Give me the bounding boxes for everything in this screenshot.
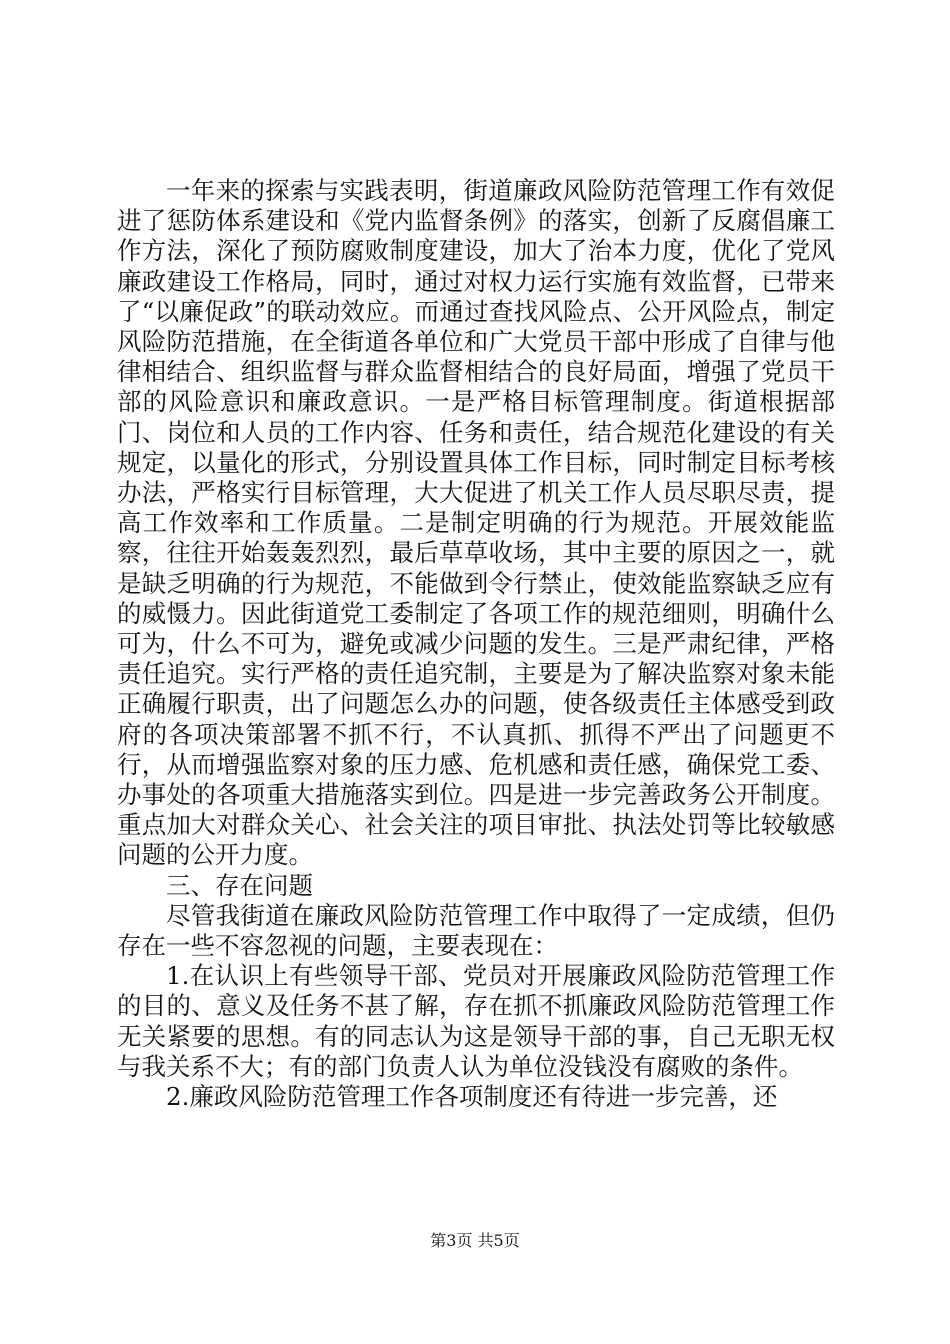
page-number-footer: 第3页 共5页 [430,1231,520,1250]
paragraph-problems-intro: 尽管我街道在廉政风险防范管理工作中取得了一定成绩，但仍存在一些不容忽视的问题，主要表现在： [117,900,835,961]
paragraph-summary: 一年来的探索与实践表明，街道廉政风险防范管理工作有效促进了惩防体系建设和《党内监督条例》的落实，创新了反腐倡廉工作方法，深化了预防腐败制度建设，加大了治本力度，优化了党风廉政建设工作格局，同时，通过对权力运行实施有效监督，已带来了“以廉促政”的联动效应。而通过查找风险点、公开风险点，制定风险防范措施，在全街道各单位和广大党员干部中形成了自律与他律相结合、组织监督与群众监督相结合的良好局面，增强了党员干部的风险意识和廉政意识。一是严格目标管理制度。街道根据部门、岗位和人员的工作内容、任务和责任，结合规范化建设的有关规定，以量化的形式，分别设置具体工作目标，同时制定目标考核办法，严格实行目标管理，大大促进了机关工作人员尽职尽责，提高工作效率和工作质量。二是制定明确的行为规范。开展效能监察，往往开始轰轰烈烈，最后草草收场，其中主要的原因之一，就是缺乏明确的行为规范，不能做到令行禁止，使效能监察缺乏应有的威慑力。因此街道党工委制定了各项工作的规范细则，明确什么可为，什么不可为，避免或减少问题的发生。三是严肃纪律，严格责任追究。实行严格的责任追究制，主要是为了解决监察对象未能正确履行职责，出了问题怎么办的问题，使各级责任主体感受到政府的各项决策部署不抓不行，不认真抓、抓得不严出了问题更不行，从而增强监察对象的压力感、危机感和责任感，确保党工委、办事处的各项重大措施落实到位。四是进一步完善政务公开制度。重点加大对群众关心、社会关注的项目审批、执法处罚等比较敏感问题的公开力度。 [117,176,835,870]
paragraph-problem-2: 2.廉政风险防范管理工作各项制度还有待进一步完善，还 [166,1082,778,1112]
section-heading-problems: 三、存在问题 [166,870,313,900]
paragraph-problem-1: 1.在认识上有些领导干部、党员对开展廉政风险防范管理工作的目的、意义及任务不甚了解，存在抓不抓廉政风险防范管理工作无关紧要的思想。有的同志认为这是领导干部的事，自己无职无权与我关系不大；有的部门负责人认为单位没钱没有腐败的条件。 [117,961,835,1081]
document-body [117,176,835,1112]
